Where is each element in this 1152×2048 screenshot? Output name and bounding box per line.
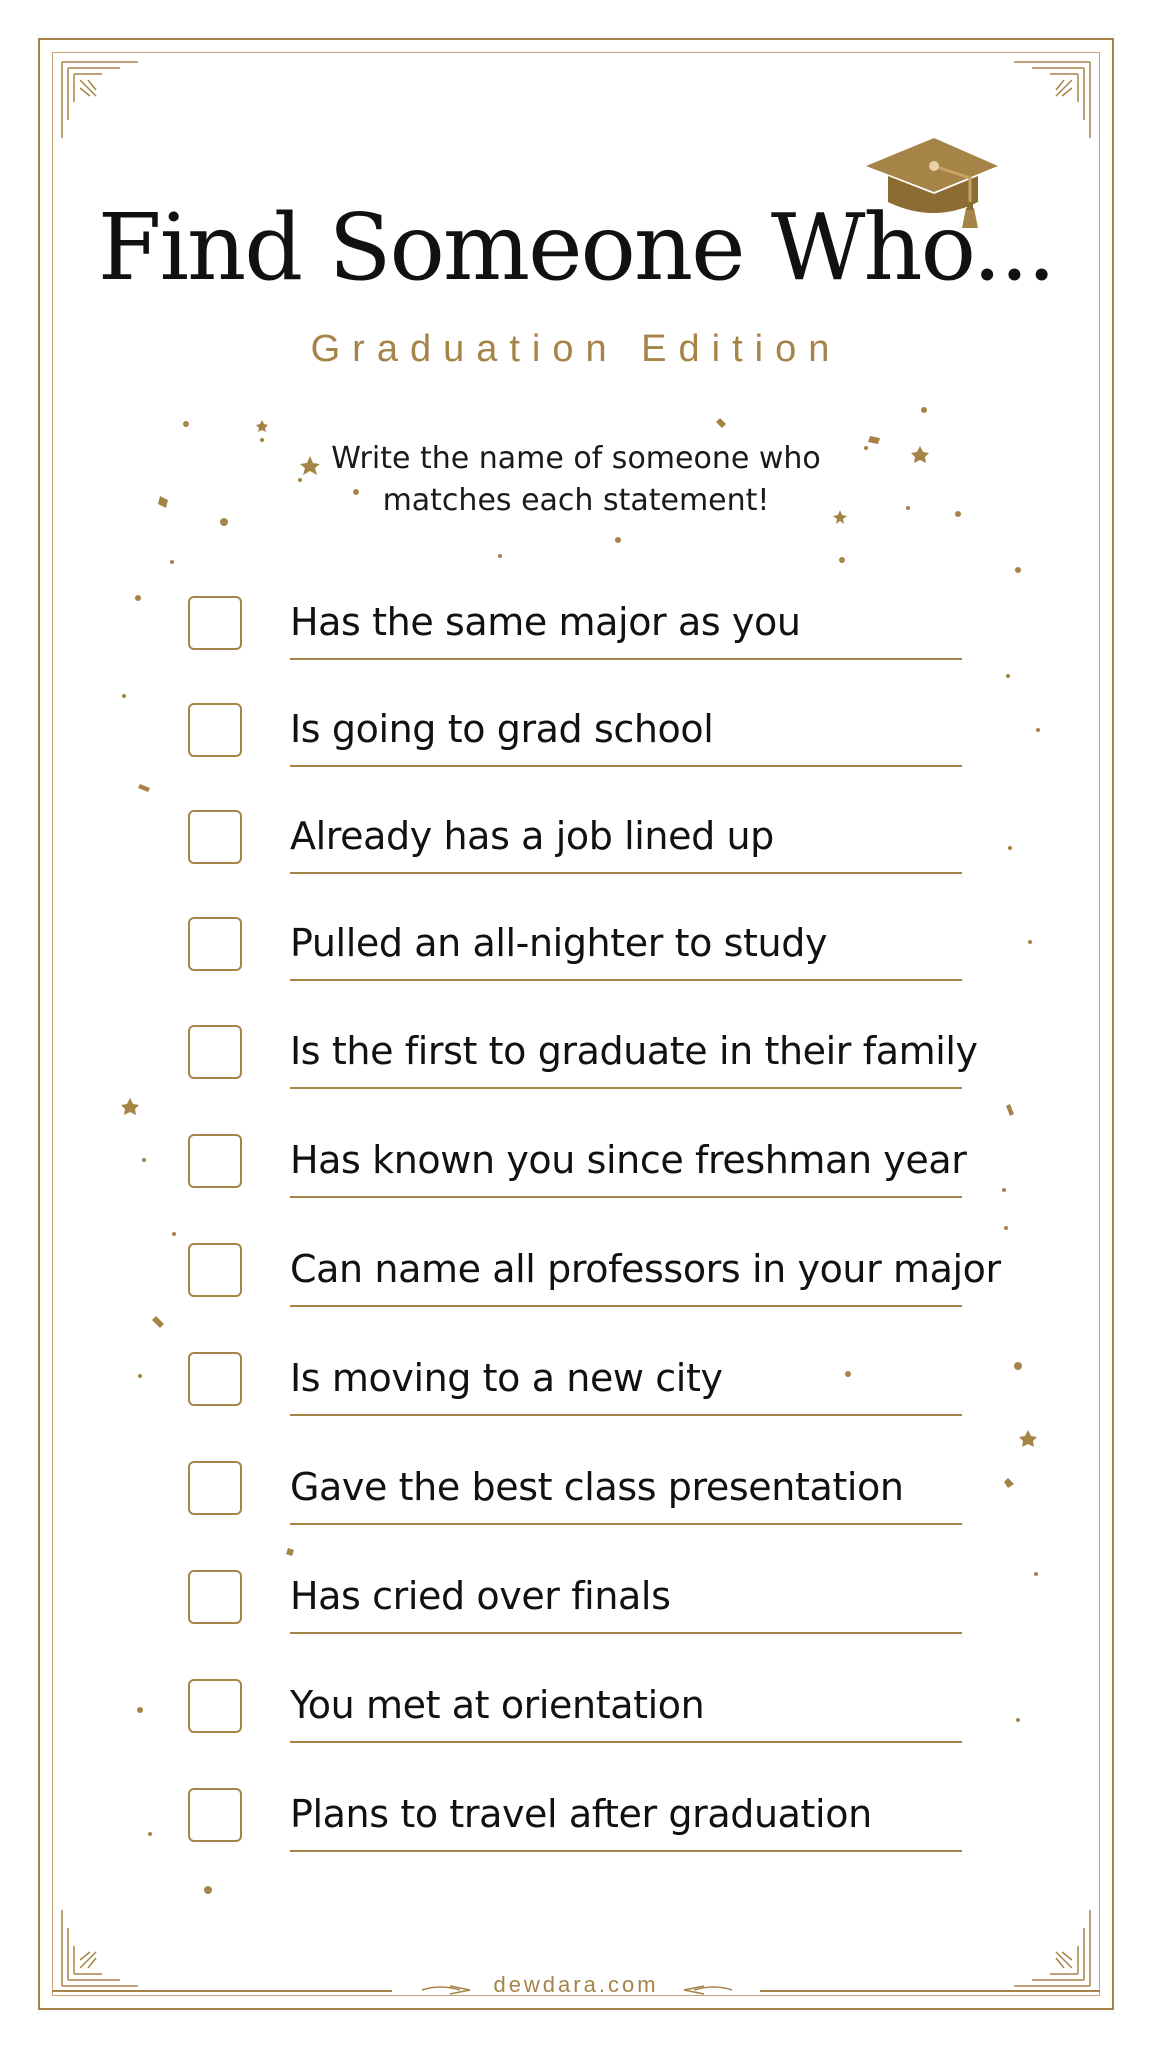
item-label: Can name all professors in your major	[290, 1247, 1001, 1291]
item-label: Is moving to a new city	[290, 1356, 723, 1400]
name-line[interactable]	[290, 1632, 962, 1634]
list-item	[0, 1134, 1152, 1244]
list-item	[0, 1025, 1152, 1135]
name-line[interactable]	[290, 1850, 962, 1852]
item-label: Has the same major as you	[290, 600, 801, 644]
item-label: Has known you since freshman year	[290, 1138, 967, 1182]
list-item	[0, 1352, 1152, 1462]
name-line[interactable]	[290, 872, 962, 874]
checkbox[interactable]	[188, 810, 242, 864]
checkbox[interactable]	[188, 1243, 242, 1297]
checkbox[interactable]	[188, 1570, 242, 1624]
list-item	[0, 917, 1152, 1027]
footer-site[interactable]: dewdara.com	[493, 1972, 659, 1997]
item-label: Is going to grad school	[290, 707, 714, 751]
checkbox[interactable]	[188, 917, 242, 971]
item-label: Plans to travel after graduation	[290, 1792, 872, 1836]
item-label: Pulled an all-nighter to study	[290, 921, 828, 965]
list-item	[0, 810, 1152, 920]
list-item	[0, 1788, 1152, 1898]
item-label: Already has a job lined up	[290, 814, 774, 858]
checkbox[interactable]	[188, 1134, 242, 1188]
list-item	[0, 1679, 1152, 1789]
name-line[interactable]	[290, 1305, 962, 1307]
checkbox[interactable]	[188, 1461, 242, 1515]
name-line[interactable]	[290, 1087, 962, 1089]
checkbox[interactable]	[188, 1679, 242, 1733]
page-subtitle: Graduation Edition	[310, 328, 842, 370]
item-label: Has cried over finals	[290, 1574, 671, 1618]
list-item	[0, 703, 1152, 813]
name-line[interactable]	[290, 658, 962, 660]
instructions-line-1: Write the name of someone who	[331, 441, 821, 476]
list-item	[0, 1570, 1152, 1680]
item-label: Gave the best class presentation	[290, 1465, 904, 1509]
name-line[interactable]	[290, 979, 962, 981]
checkbox[interactable]	[188, 596, 242, 650]
item-label: Is the first to graduate in their family	[290, 1029, 978, 1073]
instructions-line-2: matches each statement!	[382, 483, 770, 518]
list-item	[0, 1243, 1152, 1353]
checkbox[interactable]	[188, 1788, 242, 1842]
item-label: You met at orientation	[290, 1683, 705, 1727]
name-line[interactable]	[290, 765, 962, 767]
checkbox[interactable]	[188, 1025, 242, 1079]
name-line[interactable]	[290, 1523, 962, 1525]
name-line[interactable]	[290, 1196, 962, 1198]
checkbox[interactable]	[188, 703, 242, 757]
page-title: Find Someone Who...	[97, 194, 1055, 301]
name-line[interactable]	[290, 1741, 962, 1743]
list-item	[0, 596, 1152, 706]
checkbox[interactable]	[188, 1352, 242, 1406]
list-item	[0, 1461, 1152, 1571]
name-line[interactable]	[290, 1414, 962, 1416]
